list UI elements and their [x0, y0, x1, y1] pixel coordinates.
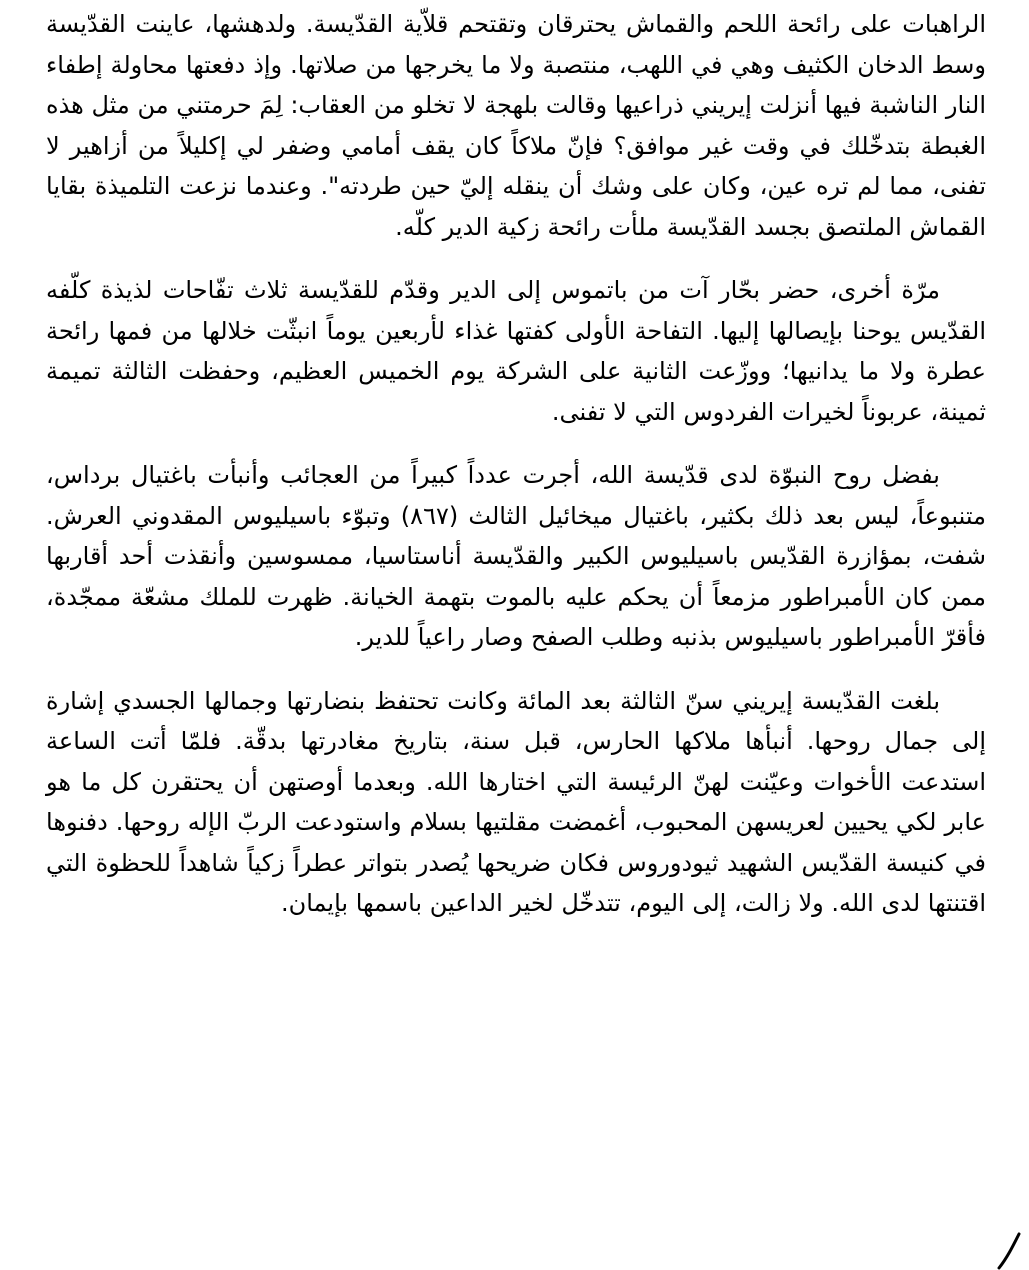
paragraph-3: بفضل روح النبوّة لدى قدّيسة الله، أجرت عدداً كبيراً من العجائب وأنبأت باغتيال برداس، متنبوعاً، ليس بعد ذلك بكثير، باغتيال ميخائيل الثالث (٨٦٧) وتبوّء باسيليوس المقدوني العرش. شفت، بمؤازرة القدّيس باسيليوس الكبير والقدّيسة أناستاسيا، ممسوسين وأنقذت أحد أقاربها ممن كان الأمبراطور مزمعاً أن يحكم عليه بالموت بتهمة الخيانة. ظهرت للملك مشعّة ممجّدة، فأقرّ الأمبراطور باسيليوس بذنبه وطلب الصفح وصار راعياً للدير.	[46, 461, 986, 651]
paragraph-2: مرّة أخرى، حضر بحّار آت من باتموس إلى الدير وقدّم للقدّيسة ثلاث تفّاحات لذيذة كلّفه القدّيس يوحنا بإيصالها إليها. التفاحة الأولى كفتها غذاء لأربعين يوماً انبثّت خلالها من فمها رائحة عطرة ولا ما يدانيها؛ ووزّعت الثانية على الشركة يوم الخميس العظيم، وحفظت الثالثة تميمة ثمينة، عربوناً لخيرات الفردوس التي لا تفنى.	[46, 276, 986, 426]
paragraph-1: الراهبات على رائحة اللحم والقماش يحترقان وتقتحم قلاّية القدّيسة. ولدهشها، عاينت القدّيسة وسط الدخان الكثيف وهي في اللهب، منتصبة ولا ما يخرجها من صلاتها. وإذ دفعتها محاولة إطفاء النار الناشبة فيها أنزلت إيريني ذراعيها وقالت بلهجة لا تخلو من العقاب: لِمَ حرمتني من مثل هذه الغبطة بتدخّلك في وقت غير موافق؟ فإنّ ملاكاً كان يقف أمامي وضفر لي إكليلاً من أزاهير لا تفنى، مما لم تره عين، وكان على وشك أن ينقله إليّ حين طردته". وعندما نزعت التلميذة بقايا القماش الملتصق بجسد القدّيسة ملأت رائحة زكية الدير كلّه.	[46, 10, 986, 241]
paragraph-4: بلغت القدّيسة إيريني سنّ الثالثة بعد المائة وكانت تحتفظ بنضارتها وجمالها الجسدي إشارة إلى جمال روحها. أنبأها ملاكها الحارس، قبل سنة، بتاريخ مغادرتها بدقّة. فلمّا أتت الساعة استدعت الأخوات وعيّنت لهنّ الرئيسة التي اختارها الله. وبعدما أوصتهن أن يحتقرن كل ما هو عابر لكي يحيين لعريسهن المحبوب، أغمضت مقلتيها بسلام واستودعت الربّ الإله روحها. دفنوها في كنيسة القدّيس الشهيد ثيودوروس فكان ضريحها يُصدر بتواتر عطراً زكياً شاهداً للحظوة التي اقتنتها لدى الله. ولا زالت، إلى اليوم، تتدخّل لخير الداعين باسمها بإيمان.	[46, 686, 986, 917]
text-body	[46, 4, 986, 924]
pen-stroke-mark	[985, 1230, 1025, 1270]
